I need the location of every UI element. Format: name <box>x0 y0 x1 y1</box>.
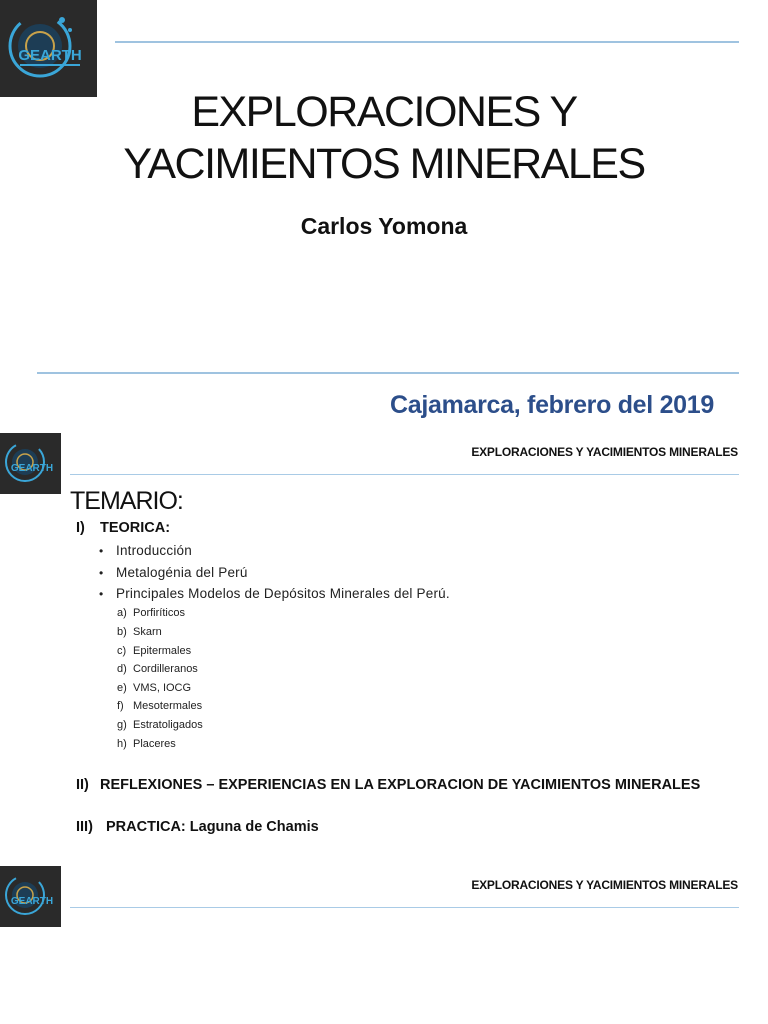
section-number: III) <box>76 819 93 835</box>
list-item <box>99 565 248 580</box>
sub-list-item <box>117 663 198 675</box>
temario-heading: TEMARIO: <box>70 487 183 515</box>
header-caption: EXPLORACIONES Y YACIMIENTOS MINERALES <box>471 445 738 459</box>
author-name: Carlos Yomona <box>300 213 468 239</box>
logo-text: GEARTH <box>10 463 54 474</box>
sub-item-label: VMS, IOCG <box>133 682 192 694</box>
sub-item-label: Porfiríticos <box>133 607 185 619</box>
logo-text: GEARTH <box>10 896 54 907</box>
bullet-icon: • <box>99 587 104 601</box>
sub-item-label: Skarn <box>133 626 162 638</box>
sub-item-letter: a) <box>117 607 127 619</box>
logo-text: GEARTH <box>18 47 82 64</box>
section-number: I) <box>76 520 85 536</box>
sub-list-item <box>117 607 185 619</box>
divider-rule <box>37 372 739 374</box>
header-caption: EXPLORACIONES Y YACIMIENTOS MINERALES <box>471 878 738 892</box>
section-label: PRACTICA: Laguna de Chamis <box>106 819 319 835</box>
sub-list-item <box>117 719 203 731</box>
list-item <box>99 586 450 601</box>
header-rule <box>70 474 739 475</box>
section-practica <box>76 819 319 835</box>
sub-item-label: Cordilleranos <box>133 663 198 675</box>
sub-list-item <box>117 738 176 750</box>
slide-title-line-1: EXPLORACIONES Y <box>191 88 577 136</box>
sub-item-label: Epitermales <box>133 645 192 657</box>
sub-item-label: Mesotermales <box>133 700 203 712</box>
sub-list-item <box>117 626 162 638</box>
sub-item-letter: h) <box>117 738 127 750</box>
sub-list-item <box>117 645 191 657</box>
slide-title-line-2: YACIMIENTOS MINERALES <box>123 140 645 188</box>
gearth-logo <box>0 866 61 927</box>
sub-list-item <box>117 682 191 694</box>
list-item-label: Metalogénia del Perú <box>116 565 248 580</box>
date-location: Cajamarca, febrero del 2019 <box>389 391 714 419</box>
sub-item-letter: b) <box>117 626 127 638</box>
bullet-icon: • <box>99 544 104 558</box>
list-item <box>99 543 192 558</box>
list-item-label: Principales Modelos de Depósitos Minerales del Perú. <box>116 586 450 601</box>
sub-list-item <box>117 700 202 712</box>
sub-item-letter: e) <box>117 682 127 694</box>
sub-item-letter: c) <box>117 645 127 657</box>
bullet-icon: • <box>99 566 104 580</box>
section-reflexiones <box>76 777 700 793</box>
sub-item-letter: d) <box>117 663 127 675</box>
top-rule <box>115 41 739 43</box>
sub-item-label: Placeres <box>133 738 176 750</box>
section-label: REFLEXIONES – EXPERIENCIAS EN LA EXPLORACION DE YACIMIENTOS MINERALES <box>100 777 701 793</box>
section-teorica <box>76 520 170 536</box>
sub-item-letter: g) <box>117 719 127 731</box>
sub-item-letter: f) <box>117 700 124 712</box>
section-number: II) <box>76 777 89 793</box>
gearth-logo <box>0 0 97 97</box>
list-item-label: Introducción <box>116 543 192 558</box>
sub-item-label: Estratoligados <box>133 719 203 731</box>
header-rule <box>70 907 739 908</box>
gearth-logo <box>0 433 61 494</box>
section-label: TEORICA: <box>100 520 171 536</box>
